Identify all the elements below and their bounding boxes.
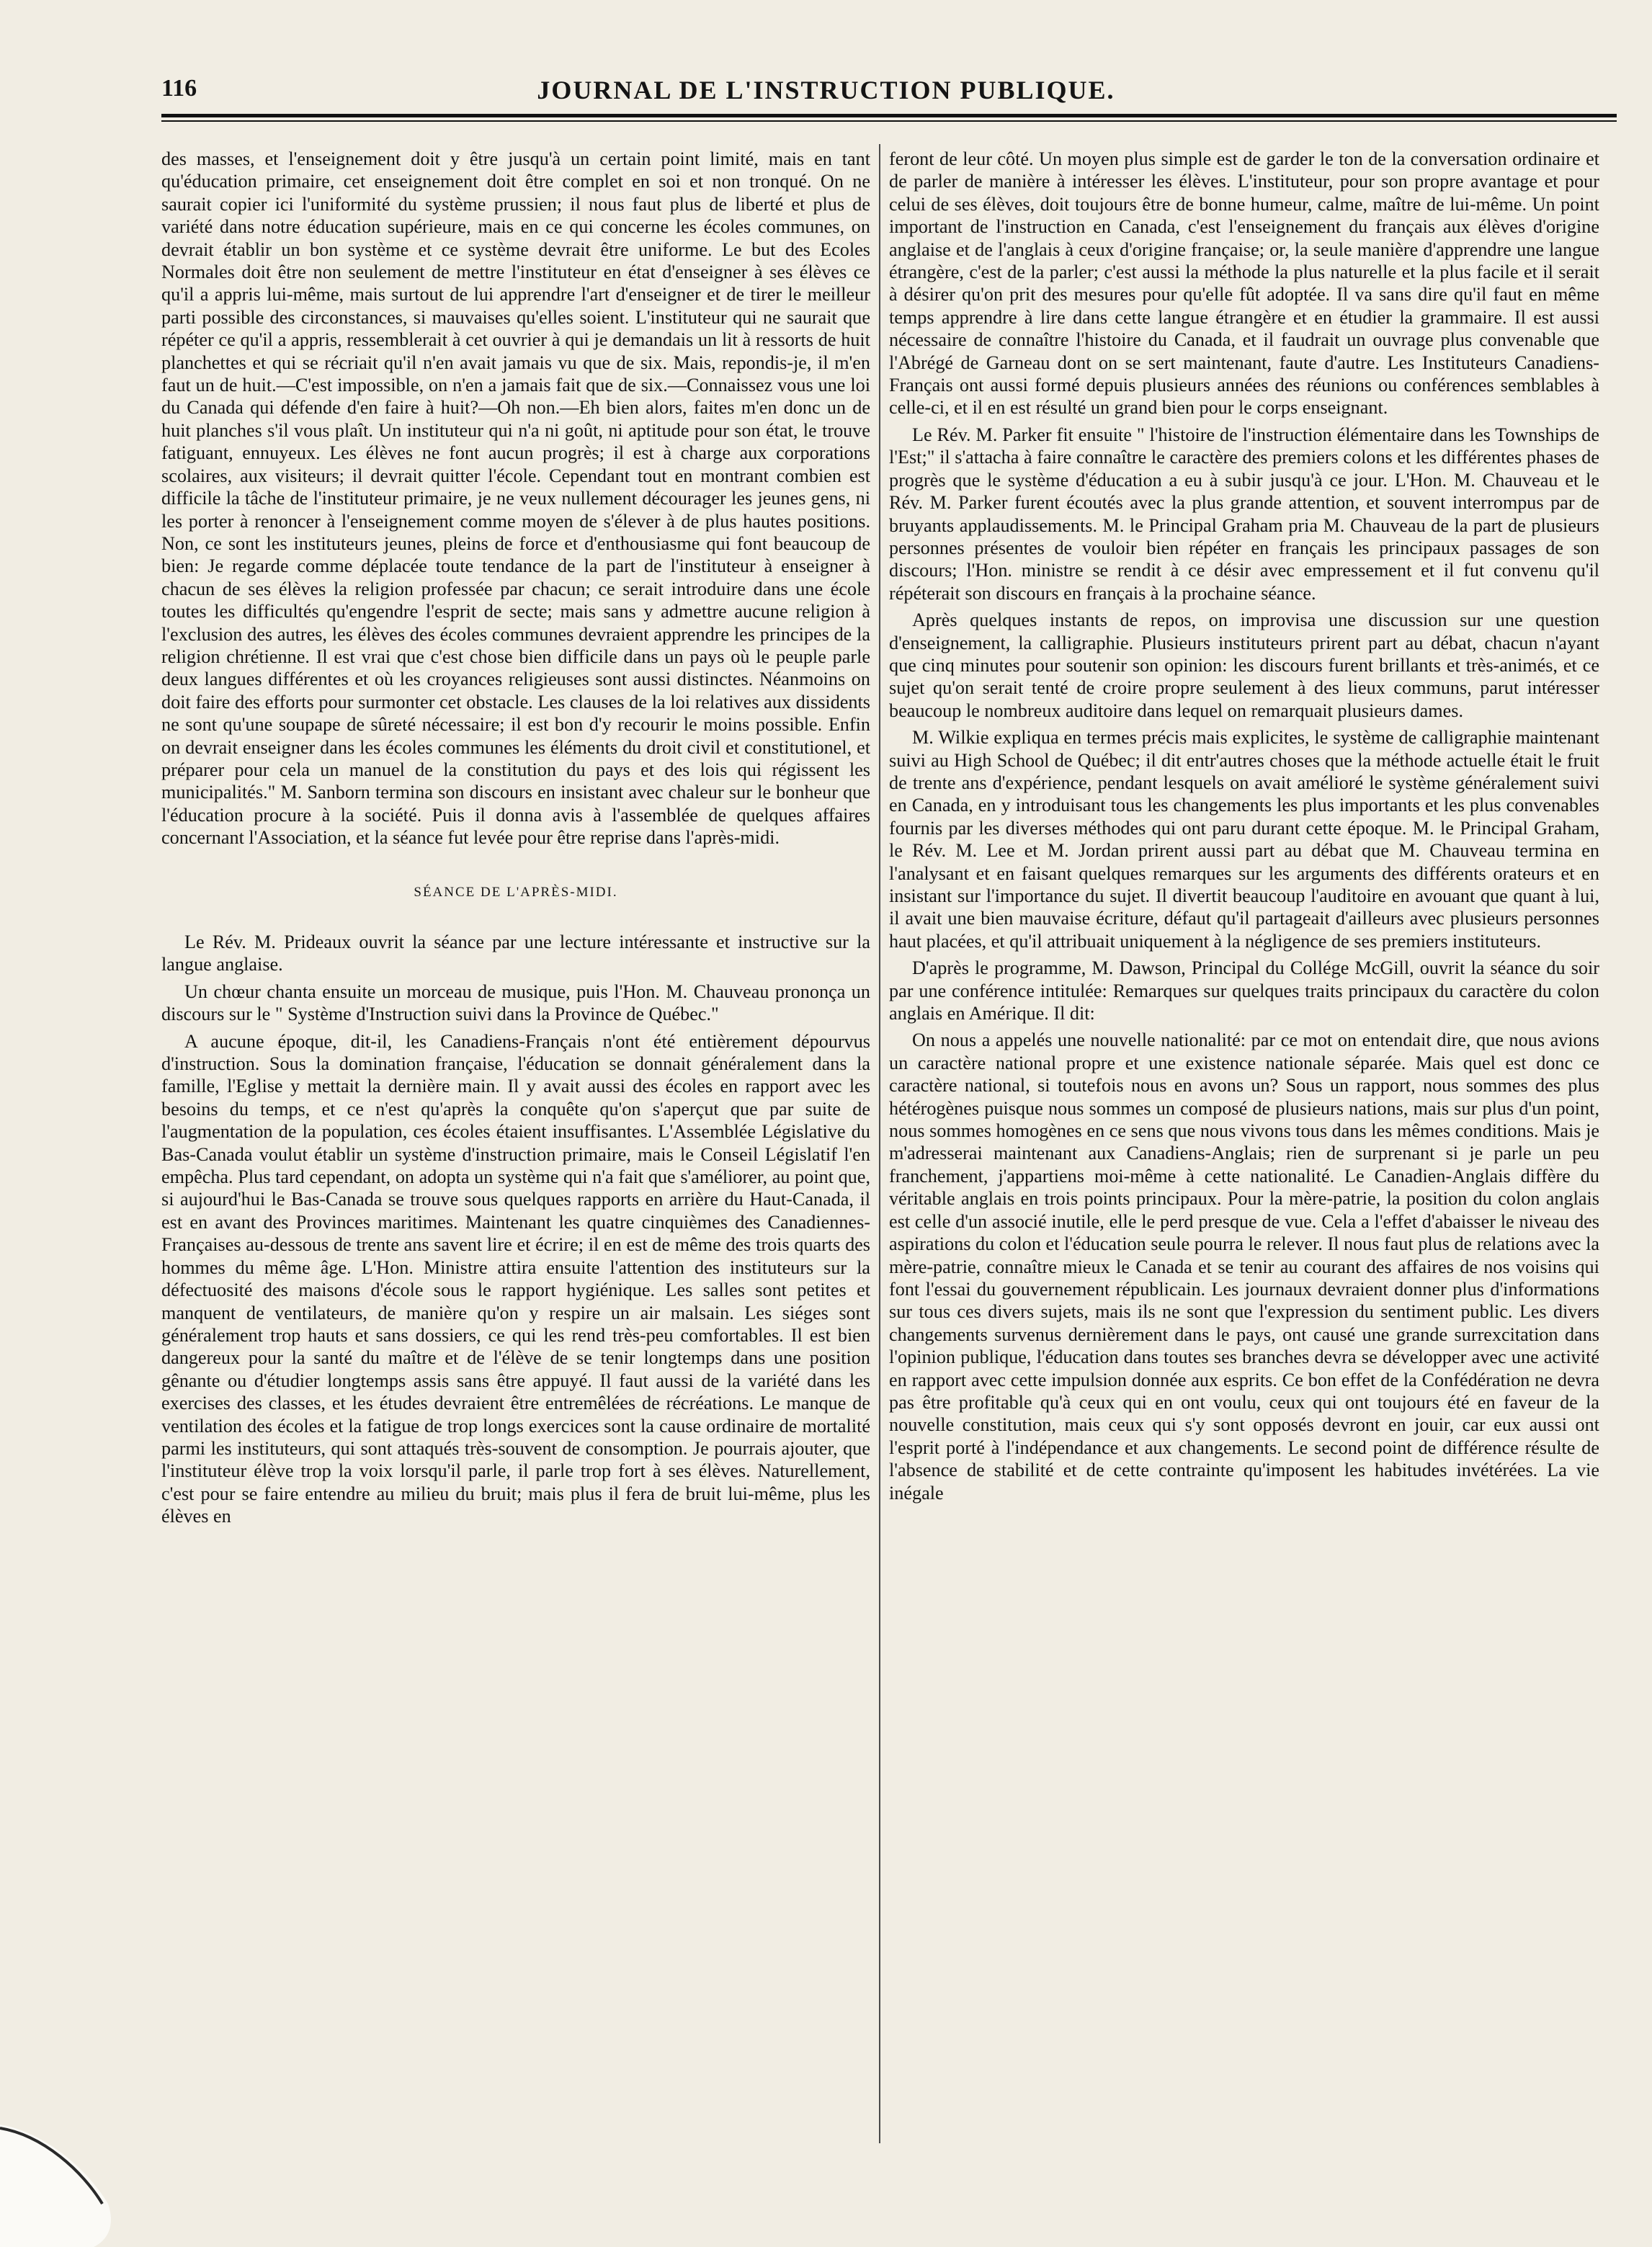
right-paragraph: On nous a appelés une nouvelle nationalité: par ce mot on entendait dire, que nous avions un caractère national propre et une existence nationale séparée. Mais quel est donc ce caractère national, si toutefois nous en avons un? Sous un rapport, nous sommes des plus hétérogènes puisque nous sommes un composé de plusieurs nations, mais sur plus d'un point, nous sommes homogènes en ce sens que nous vivons tous dans les mêmes conditions. Mais je m'adresserai maintenant aux Canadiens-Anglais; rien de surprenant si je parle un peu franchement, j'appartiens moi-même à cette nationalité. Le Canadien-Anglais diffère du véritable anglais en trois points principaux. Pour la mère-patrie, la position du colon anglais est celle d'un associé inutile, elle le perd presque de vue. Cela a l'effet d'abaisser le niveau des aspirations du colon et l'éducation seule pourra le relever. Il nous faut plus de relations avec la mère-patrie, connaître mieux le Canada et se tenir au courant des affaires de nos voisins qui font l'essai du gouvernement républicain. Les journaux devraient donner plus d'informations sur tous ces divers sujets, mais ils ne sont que l'expression du sentiment public. Les divers changements survenus dernièrement dans le pays, ont causé une grande surrexcitation dans l'opinion publique, l'éducation dans toutes ses branches devra se développer avec une activité en rapport avec cette impulsion donnée aux esprits. Ce bon effet de la Confédération ne devra pas être profitable qu'à ceux qui en ont voulu, ceux qui ont toujours été en faveur de la nouvelle constitution, mais ceux qui s'y sont opposés devront en jouir, car eux aussi ont l'esprit porté à l'indépendance et aux changements. Le second point de différence résulte de l'absence de stabilité et de cette contrainte qu'imposent les habitudes invétérées. La vie inégale	[889, 1029, 1599, 1504]
left-paragraph: Le Rév. M. Prideaux ouvrit la séance par une lecture intéressante et instructive sur la langue anglaise.	[161, 932, 870, 975]
header-rule-thin	[161, 120, 1617, 122]
right-paragraph: feront de leur côté. Un moyen plus simple est de garder le ton de la conversation ordinaire et de parler de manière à intéresser les élèves. L'instituteur, pour son propre avantage et pour celui de ses élèves, doit toujours être de bonne humeur, calme, maître de lui-même. Un point important de l'instruction en Canada, c'est l'enseignement du français aux élèves d'origine anglaise et de l'anglais à ceux d'origine française; or, la seule manière d'apprendre une langue étrangère, c'est de la parler; c'est aussi la méthode la plus naturelle et la plus facile et il serait à désirer qu'on prit des mesures pour qu'elle fût adoptée. Il va sans dire qu'il faut en même temps apprendre à lire dans cette langue étrangère et en étudier la grammaire. Il est aussi nécessaire de connaître l'histoire du Canada, et il faudrait un ouvrage plus convenable que l'Abrégé de Garneau dont on se sert maintenant, faute d'autre. Les Instituteurs Canadiens-Français ont aussi formé depuis plusieurs années des réunions ou conférences semblables à celle-ci, et il en est résulté un grand bien pour le corps enseignant.	[889, 148, 1599, 419]
left-paragraph: Un chœur chanta ensuite un morceau de musique, puis l'Hon. M. Chauveau prononça un discours sur le " Système d'Instruction suivi dans la Province de Québec."	[161, 980, 870, 1025]
journal-title: JOURNAL DE L'INSTRUCTION PUBLIQUE.	[537, 76, 1115, 104]
left-paragraph: A aucune époque, dit-il, les Canadiens-Français n'ont été entièrement dépourvus d'instruction. Sous la domination française, l'éducation se donnait généralement dans la famille, l'Eglise y mettait la dernière main. Il y avait aussi des écoles en rapport avec les besoins du temps, et ce n'est qu'après la conquête qu'on s'aperçut que par suite de l'augmentation de la population, ces écoles étaient insuffisantes. L'Assemblée Législative du Bas-Canada voulut établir un système d'instruction primaire, mais le Conseil Législatif l'en empêcha. Plus tard cependant, on adopta un système qui n'a fait que s'améliorer, au point que, si aujourd'hui le Bas-Canada se trouve sous quelques rapports en arrière du Haut-Canada, il est en avant des Provinces maritimes. Maintenant les quatre cinquièmes des Canadiennes-Françaises au-dessous de trente ans savent lire et écrire; il en est de même des trois quarts des hommes du même âge. L'Hon. Ministre attira ensuite l'attention des instituteurs sur la défectuosité des maisons d'école sous le rapport hygiénique. Les salles sont petites et manquent de ventilateurs, de manière qu'on y respire un air malsain. Les siéges sont généralement trop hauts et sans dossiers, ce qui les rend très-peu comfortables. Il est bien dangereux pour la santé du maître et de l'élève de se tenir longtemps dans une position gênante ou d'étudier longtemps assis sans être appuyé. Il faut aussi de la variété dans les exercises des classes, et les études devraient être entremêlées de récréations. Le manque de ventilation des écoles et la fatigue de trop longs exercices sont la cause ordinaire de mortalité parmi les instituteurs, qui sont attaqués très-souvent de consomption. Je pourrais ajouter, que l'instituteur élève trop la voix lorsqu'il parle, il parle trop fort à ses élèves. Naturellement, c'est pour se faire entendre au milieu du bruit; mais plus il fera de bruit lui-même, plus les élèves en	[161, 1030, 870, 1527]
page-number: 116	[161, 75, 197, 102]
right-paragraph: Le Rév. M. Parker fit ensuite " l'histoire de l'instruction élémentaire dans les Townships de l'Est;" il s'attacha à faire connaître le caractère des premiers colons et les différentes phases de progrès que le système d'éducation a eu à subir jusqu'à ce jour. L'Hon. M. Chauveau et le Rév. M. Parker furent écoutés avec la plus grande attention, et souvent interrompus par de bruyants applaudissements. M. le Principal Graham pria M. Chauveau de la part de plusieurs personnes présentes de vouloir bien répéter en français les principaux passages de son discours; l'Hon. ministre se rendit à ce désir avec empressement et il fut convenu qu'il répéterait son discours en français à la prochaine séance.	[889, 424, 1599, 604]
page-edge-mark	[0, 1988, 144, 2247]
right-column	[889, 148, 1599, 1509]
right-paragraph: D'après le programme, M. Dawson, Principal du Collége McGill, ouvrit la séance du soir par une conférence intitulée: Remarques sur quelques traits principaux du caractère du colon anglais en Amérique. Il dit:	[889, 957, 1599, 1024]
right-paragraph: M. Wilkie expliqua en termes précis mais explicites, le système de calligraphie maintenant suivi au High School de Québec; il dit entr'autres choses que la méthode actuelle était le fruit de trente ans d'expérience, pendant lesquels on avait amélioré le système généralement suivi en Canada, en y introduisant tous les changements les plus importants et les plus convenables fournis par les diverses méthodes qui ont paru durant cette époque. M. le Principal Graham, le Rév. M. Lee et M. Jordan prirent aussi part au débat que M. Chauveau termina en l'analysant et en faisant quelques remarques sur les arguments des différents orateurs et en insistant sur l'importance du sujet. Il divertit beaucoup l'auditoire en avouant que quant à lui, il avait une bien mauvaise écriture, défaut qu'il partageait d'ailleurs avec plusieurs personnes haut placées, et qu'il attribuait uniquement à la négligence de ses premiers instituteurs.	[889, 727, 1599, 952]
column-divider	[879, 144, 880, 2143]
right-paragraph: Après quelques instants de repos, on improvisa une discussion sur une question d'enseignement, la calligraphie. Plusieurs instituteurs prirent part au débat, chacun n'ayant que cinq minutes pour soutenir son opinion: les discours furent brillants et très-animés, et ce sujet qu'on serait tenté de croire propre seulement à des lieux communs, parut intéresser beaucoup le nombreux auditoire dans lequel on remarquait plusieurs dames.	[889, 609, 1599, 721]
section-heading: SÉANCE DE L'APRÈS-MIDI.	[414, 884, 618, 900]
left-paragraph: des masses, et l'enseignement doit y être jusqu'à un certain point limité, mais en tant qu'éducation primaire, cet enseignement doit être complet en soi et non tronqué. On ne saurait copier ici l'uniformité du système prussien; il nous faut plus de liberté et plus de variété dans notre éducation supérieure, mais en ce qui concerne les écoles communes, on devrait établir un bon système et ce système devrait être uniforme. Le but des Ecoles Normales doit être non seulement de mettre l'instituteur en état d'enseigner à ses élèves ce qu'il a appris lui-même, mais surtout de lui apprendre l'art d'enseigner et de tirer le meilleur parti possible des circonstances, si mauvaises qu'elles soient. L'instituteur qui ne saurait que répéter ce qu'il a appris, ressemblerait à cet ouvrier à qui je demandais un lit à ressorts de huit planchettes et qui se récriait qu'il n'en avait jamais vu que de six. Mais, repondis-je, il m'en faut un de huit.—C'est impossible, on n'en a jamais fait que de six.—Connaissez vous une loi du Canada qui défende d'en faire à huit?—Oh non.—Eh bien alors, faites m'en donc un de huit planches s'il vous plaît. Un instituteur qui n'a ni goût, ni aptitude pour son état, le trouve fatiguant, ennuyeux. Les élèves ne font aucun progrès; il est à charge aux corporations scolaires, aux visiteurs; il devrait quitter l'école. Cependant tout en montrant combien est difficile la tâche de l'instituteur primaire, je ne veux nullement décourager les jeunes gens, ni les porter à renoncer à l'enseignement comme moyen de s'élever à de plus hautes positions. Non, ce sont les instituteurs jeunes, pleins de force et d'enthousiasme qui font beaucoup de bien: Je regarde comme déplacée toute tendance de la part de l'instituteur à enseigner à chacun de ses élèves la religion professée par chacun; ce serait introduire dans une école toutes les difficultés qu'engendre l'esprit de secte; mais sans y admettre aucune religion à l'exclusion des autres, les élèves des écoles communes devraient apprendre les principes de la religion chrétienne. Il est vrai que c'est chose bien difficile dans un pays où le peuple parle deux langues différentes et où les croyances religieuses sont aussi distinctes. Néanmoins on doit faire des efforts pour surmonter cet obstacle. Les clauses de la loi relatives aux dissidents ne sont qu'une soupape de sûreté nécessaire; il est bon d'y recourir le moins possible. Enfin on devrait enseigner dans les écoles communes les éléments du droit civil et constitutionel, et préparer pour cela un manuel de la constitution du pays et des lois qui régissent les municipalités." M. Sanborn termina son discours en insistant avec chaleur sur le bonheur que l'éducation procure à la société. Puis il donna avis à l'assemblée de quelques affaires concernant l'Association, et la séance fut levée pour être reprise dans l'après-midi.	[161, 148, 870, 849]
header-rule-thick	[161, 114, 1617, 117]
left-column	[161, 148, 870, 1532]
